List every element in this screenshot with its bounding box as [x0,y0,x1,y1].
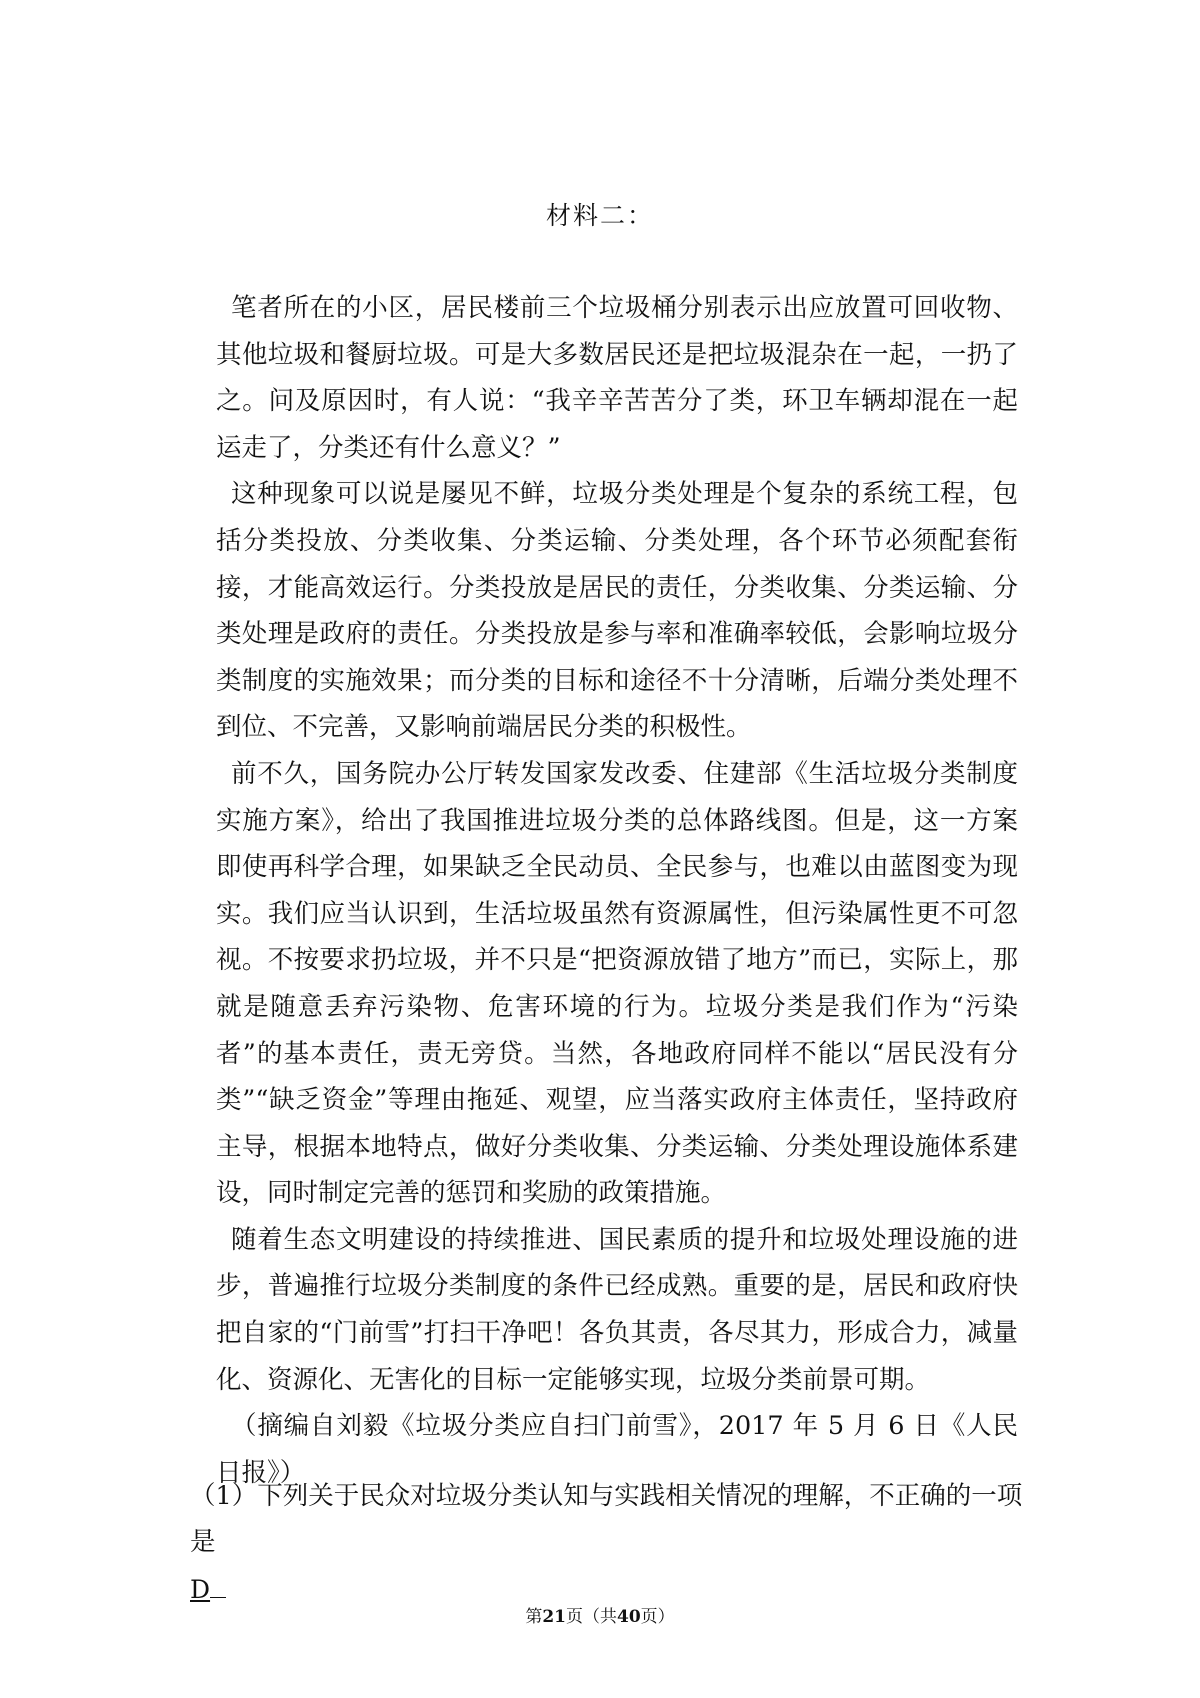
material-heading: 材料二： [545,201,654,230]
current-page-number: 21 [542,1607,566,1627]
footer-suffix: 页） [640,1607,675,1627]
page-footer [0,1602,1200,1627]
source-citation: （摘编自刘毅《垃圾分类应自扫门前雪》，2017 年 5 月 6 日《人民日报》） [216,1411,1018,1488]
paragraph-1: 笔者所在的小区，居民楼前三个垃圾桶分别表示出应放置可回收物、其他垃圾和餐厨垃圾。可是大多数居民还是把垃圾混杂在一起，一扔了之。问及原因时，有人说：“我辛辛苦苦分了类，环卫车辆却混在一起运走了，分类还有什么意义？” [216,293,1018,463]
article-body [216,285,1018,1496]
paragraph-3: 前不久，国务院办公厅转发国家发改委、住建部《生活垃圾分类制度实施方案》，给出了我国推进垃圾分类的总体路线图。但是，这一方案即使再科学合理，如果缺乏全民动员、全民参与，也难以由蓝图变为现实。我们应当认识到，生活垃圾虽然有资源属性，但污染属性更不可忽视。不按要求扔垃圾，并不只是“把资源放错了地方”而已，实际上，那就是随意丢弃污染物、危害环境的行为。垃圾分类是我们作为“污染者”的基本责任，责无旁贷。当然，各地政府同样不能以“居民没有分类”“缺乏资金”等理由拖延、观望，应当落实政府主体责任，坚持政府主导，根据本地特点，做好分类收集、分类运输、分类处理设施体系建设，同时制定完善的惩罚和奖励的政策措施。 [216,758,1018,1209]
answer-value: D [190,1575,211,1604]
paragraph-4: 随着生态文明建设的持续推进、国民素质的提升和垃圾处理设施的进步，普遍推行垃圾分类制度的条件已经成熟。重要的是，居民和政府快把自家的“门前雪”打扫干净吧！各负其责，各尽其力，形成合力，减量化、资源化、无害化的目标一定能够实现，垃圾分类前景可期。 [216,1224,1018,1395]
footer-prefix: 第 [525,1607,543,1627]
question-text: （1）下列关于民众对垃圾分类认知与实践相关情况的理解，不正确的一项是 [190,1481,1023,1557]
answer-blank [210,1573,226,1598]
question-1 [190,1473,1030,1613]
total-page-number: 40 [617,1607,641,1627]
paragraph-2: 这种现象可以说是屡见不鲜，垃圾分类处理是个复杂的系统工程，包括分类投放、分类收集、分类运输、分类处理，各个环节必须配套衔接，才能高效运行。分类投放是居民的责任，分类收集、分类运输、分类处理是政府的责任。分类投放是参与率和准确率较低，会影响垃圾分类制度的实施效果；而分类的目标和途径不十分清晰，后端分类处理不到位、不完善，又影响前端居民分类的积极性。 [216,479,1018,743]
footer-mid: 页（共 [566,1607,617,1627]
